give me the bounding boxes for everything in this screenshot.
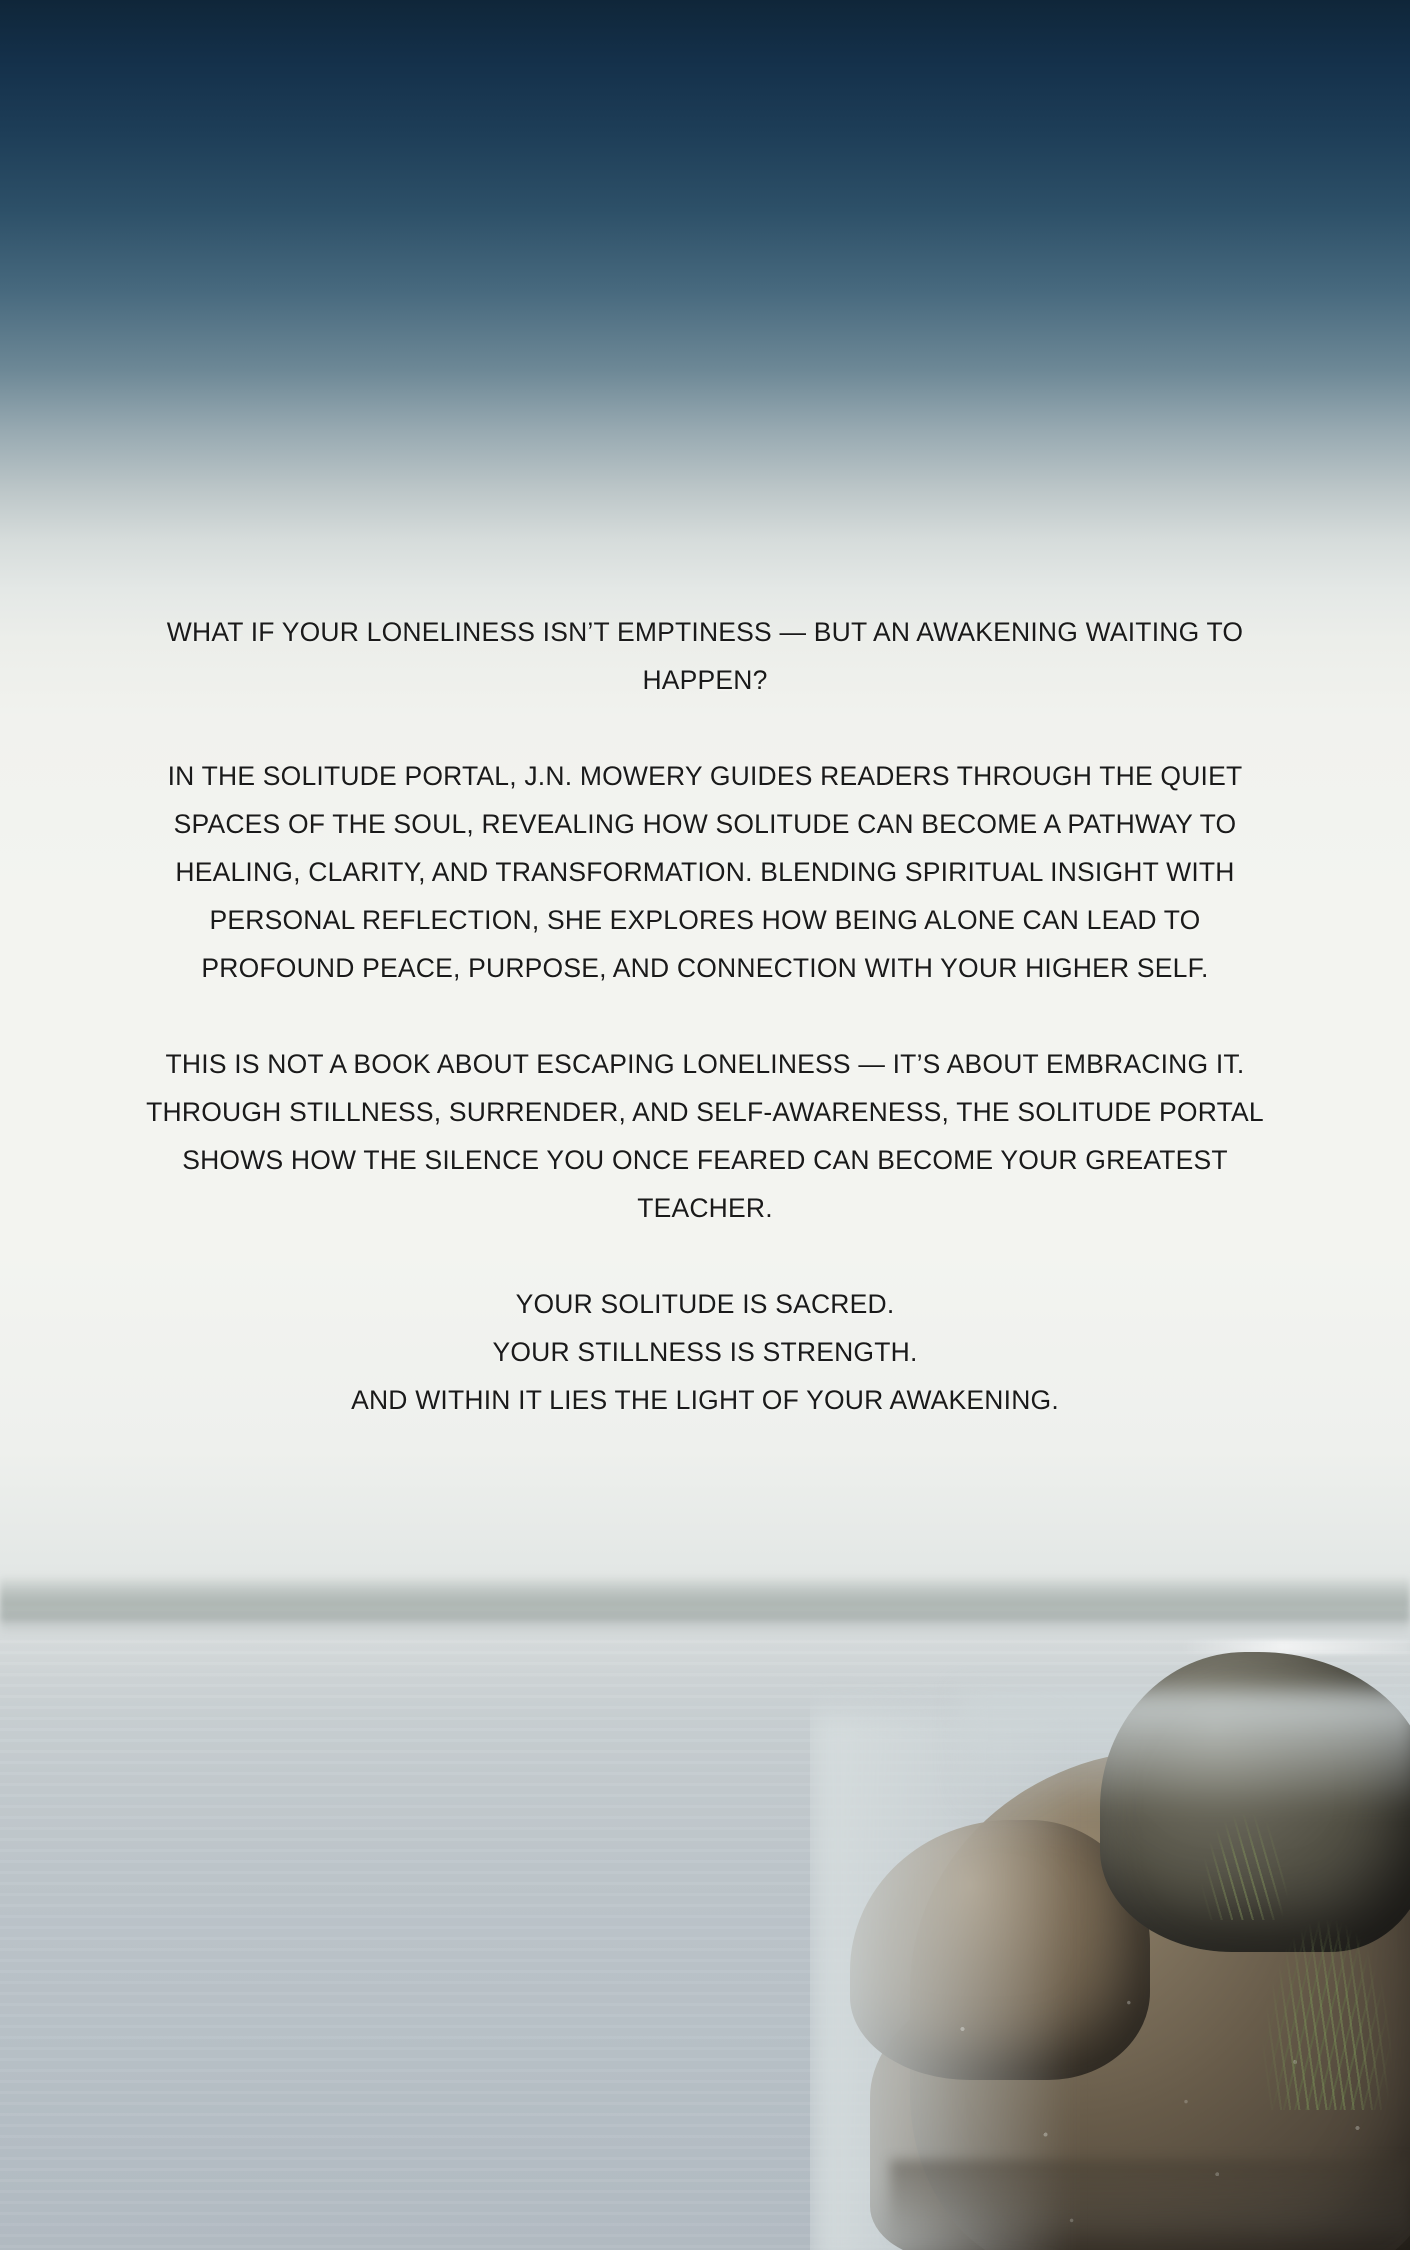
rock-mist-top-overlay [960, 1690, 1410, 1810]
blurb-positioning: THIS IS NOT A BOOK ABOUT ESCAPING LONELINESS — IT’S ABOUT EMBRACING IT. THROUGH STILLNESS, SURRENDER, AND SELF-AWARENESS, THE SOLITUDE PORTAL SHOWS HOW THE SILENCE YOU ONCE FEARED CAN BECOME YOUR GREATEST TEACHER. [146, 1049, 1264, 1223]
blurb-hook: WHAT IF YOUR LONELINESS ISN’T EMPTINESS — BUT AN AWAKENING WAITING TO HAPPEN? [166, 617, 1244, 695]
closing-line-1: YOUR SOLITUDE IS SACRED. [515, 1289, 895, 1319]
grass-tuft-upper [1200, 1810, 1290, 1920]
closing-line-2: YOUR STILLNESS IS STRENGTH. [492, 1337, 918, 1367]
rock-outcrop [810, 1630, 1410, 2250]
back-cover-copy [0, 608, 1410, 1424]
rock-water-reflection [890, 2160, 1410, 2250]
closing-line-3: AND WITHIN IT LIES THE LIGHT OF YOUR AWAKENING. [351, 1385, 1059, 1415]
blurb-closing [130, 1280, 1280, 1424]
grass-tuft-right [1262, 1920, 1392, 2110]
blurb-summary: IN THE SOLITUDE PORTAL, J.N. MOWERY GUIDES READERS THROUGH THE QUIET SPACES OF THE SOUL, REVEALING HOW SOLITUDE CAN BECOME A PATHWAY TO HEALING, CLARITY, AND TRANSFORMATION. BLENDING SPIRITUAL INSIGHT WITH PERSONAL REFLECTION, SHE EXPLORES HOW BEING ALONE CAN LEAD TO PROFOUND PEACE, PURPOSE, AND CONNECTION WITH YOUR HIGHER SELF. [167, 761, 1243, 983]
